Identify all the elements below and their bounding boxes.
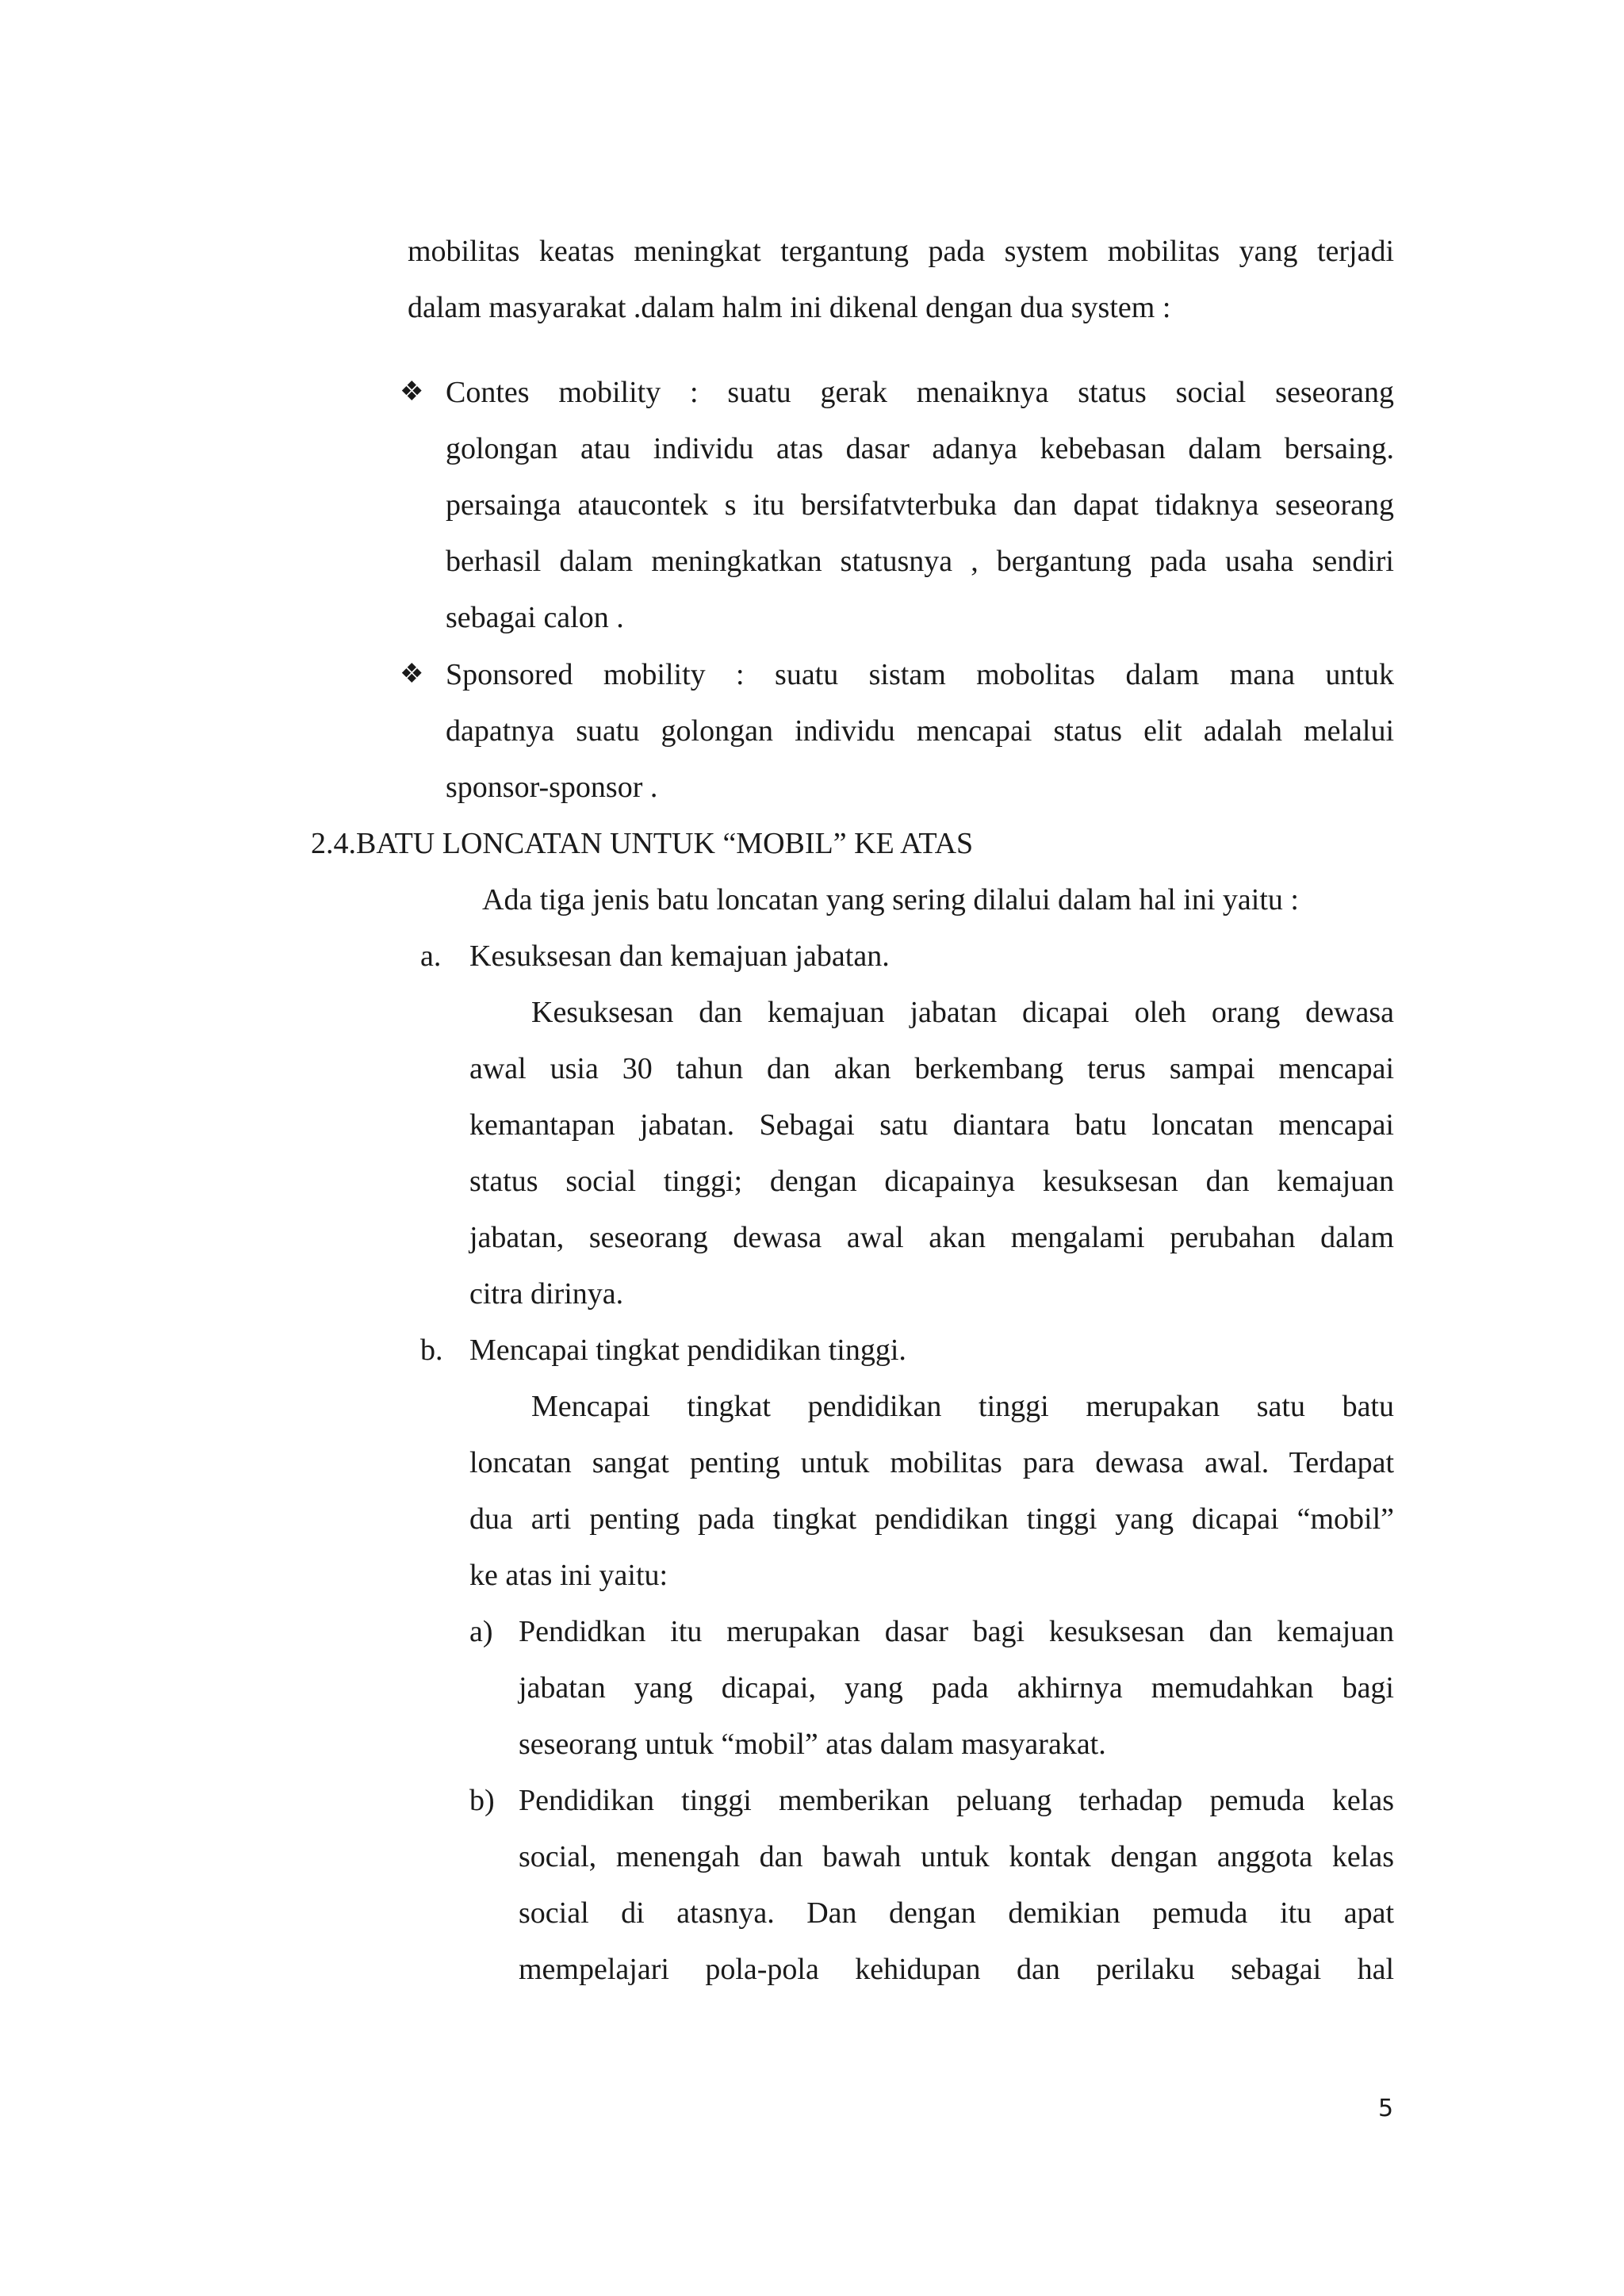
item-paragraph-line: dua arti penting pada tingkat pendidikan tinggi yang dicapai “mobil” <box>469 1502 1394 1536</box>
subitem-line: Pendidikan tinggi memberikan peluang terhadap pemuda kelas <box>519 1784 1394 1817</box>
diamond-bullet-icon: ❖ <box>400 377 424 407</box>
bullet-line: Sponsored mobility : suatu sistam mobolitas dalam mana untuk <box>446 658 1394 691</box>
bullet-line: berhasil dalam meningkatkan statusnya , bergantung pada usaha sendiri <box>446 545 1394 578</box>
intro-line: dalam masyarakat .dalam halm ini dikenal dengan dua system : <box>408 291 1171 324</box>
item-marker: b. <box>420 1334 443 1367</box>
item-paragraph-line: status social tinggi; dengan dicapainya kesuksesan dan kemajuan <box>469 1165 1394 1198</box>
section-heading: 2.4.BATU LONCATAN UNTUK “MOBIL” KE ATAS <box>311 827 974 860</box>
item-paragraph-line: loncatan sangat penting untuk mobilitas para dewasa awal. Terdapat <box>469 1446 1394 1479</box>
subitem-line: Pendidkan itu merupakan dasar bagi kesuksesan dan kemajuan <box>519 1615 1394 1648</box>
subitem-line: social di atasnya. Dan dengan demikian pemuda itu apat <box>519 1896 1394 1930</box>
item-title: Mencapai tingkat pendidikan tinggi. <box>469 1334 906 1367</box>
bullet-line: golongan atau individu atas dasar adanya kebebasan dalam bersaing. <box>446 432 1394 465</box>
intro-line: mobilitas keatas meningkat tergantung pada system mobilitas yang terjadi <box>408 235 1394 268</box>
subitem-line: jabatan yang dicapai, yang pada akhirnya memudahkan bagi <box>519 1671 1394 1705</box>
bullet-line: sebagai calon . <box>446 601 624 634</box>
section-intro: Ada tiga jenis batu loncatan yang sering dilalui dalam hal ini yaitu : <box>482 883 1299 916</box>
item-marker: a. <box>420 939 442 973</box>
subitem-marker: a) <box>469 1615 493 1648</box>
item-paragraph-line: kemantapan jabatan. Sebagai satu diantara batu loncatan mencapai <box>469 1108 1394 1142</box>
diamond-bullet-icon: ❖ <box>400 660 424 689</box>
bullet-line: dapatnya suatu golongan individu mencapai status elit adalah melalui <box>446 714 1394 748</box>
subitem-line: mempelajari pola-pola kehidupan dan perilaku sebagai hal <box>519 1953 1394 1986</box>
bullet-line: sponsor-sponsor . <box>446 771 658 804</box>
subitem-line: social, menengah dan bawah untuk kontak dengan anggota kelas <box>519 1840 1394 1873</box>
item-paragraph-line: Mencapai tingkat pendidikan tinggi merupakan satu batu <box>531 1390 1394 1423</box>
bullet-line: persainga ataucontek s itu bersifatvterbuka dan dapat tidaknya seseorang <box>446 488 1394 522</box>
item-paragraph-line: ke atas ini yaitu: <box>469 1559 668 1592</box>
item-paragraph-line: citra dirinya. <box>469 1277 624 1311</box>
item-paragraph-line: Kesuksesan dan kemajuan jabatan dicapai oleh orang dewasa <box>531 996 1394 1029</box>
subitem-marker: b) <box>469 1784 495 1817</box>
item-paragraph-line: awal usia 30 tahun dan akan berkembang terus sampai mencapai <box>469 1052 1394 1085</box>
item-paragraph-line: jabatan, seseorang dewasa awal akan mengalami perubahan dalam <box>469 1221 1394 1254</box>
item-title: Kesuksesan dan kemajuan jabatan. <box>469 939 890 973</box>
bullet-line: Contes mobility : suatu gerak menaiknya status social seseorang <box>446 376 1394 409</box>
subitem-line: seseorang untuk “mobil” atas dalam masyarakat. <box>519 1728 1106 1761</box>
page-number: 5 <box>1378 2095 1394 2122</box>
